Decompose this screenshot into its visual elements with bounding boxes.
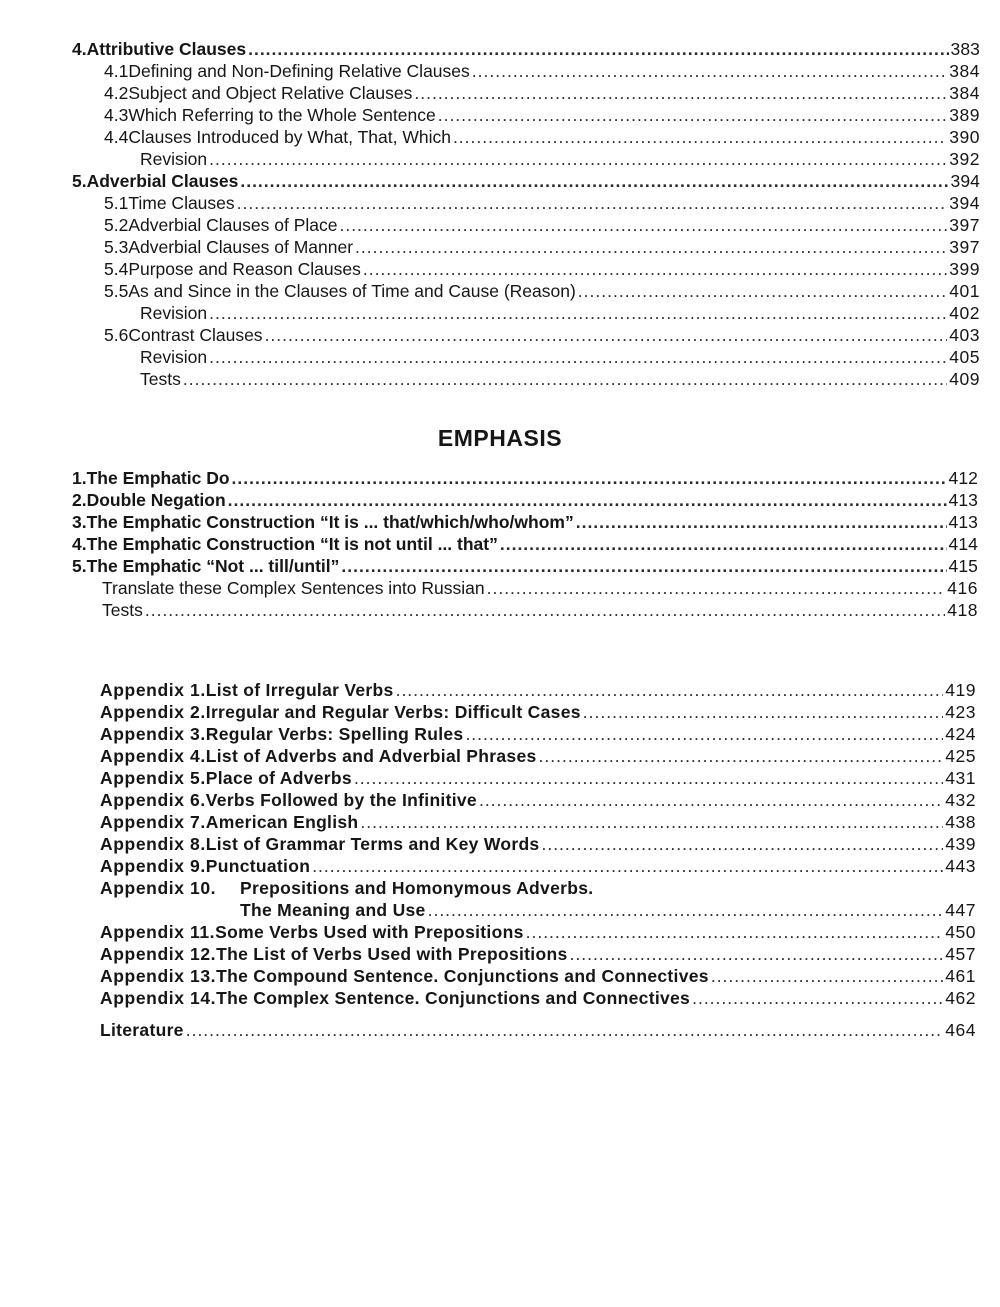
toc-entry-page: 397 — [949, 237, 980, 257]
toc-entry-page: 397 — [949, 215, 980, 235]
dot-leader — [265, 324, 948, 346]
toc-entry-title: The Emphatic Do — [86, 468, 230, 488]
toc-entry-title: Adverbial Clauses — [86, 171, 239, 191]
appendix-page: 439 — [945, 834, 976, 854]
dot-leader — [228, 489, 947, 511]
toc-entry-number: 1. — [72, 468, 87, 488]
appendix-page: 450 — [945, 922, 976, 942]
toc-entry-tests[interactable] — [102, 599, 978, 621]
toc-appendix-2[interactable] — [100, 701, 976, 723]
appendix-page: 443 — [945, 856, 976, 876]
toc-entry-adverbial-clauses[interactable] — [72, 170, 980, 192]
dot-leader — [341, 555, 946, 577]
toc-entry-time-clauses[interactable] — [104, 192, 980, 214]
toc-appendix-3[interactable] — [100, 723, 976, 745]
dot-leader — [145, 599, 945, 621]
toc-entry-title: Time Clauses — [128, 193, 235, 213]
dot-leader — [186, 1019, 944, 1041]
toc-entry-page: 399 — [949, 259, 980, 279]
toc-entry-revision[interactable] — [140, 346, 980, 368]
toc-entry-page: 414 — [948, 534, 978, 554]
appendix-page: 419 — [945, 680, 976, 700]
toc-appendix-7[interactable] — [100, 811, 976, 833]
appendix-page: 431 — [945, 768, 976, 788]
dot-leader — [360, 811, 943, 833]
toc-appendix-11[interactable] — [100, 921, 976, 943]
toc-entry-number: 4. — [72, 534, 87, 554]
appendix-title: Some Verbs Used with Prepositions — [215, 922, 524, 942]
toc-entry-tests[interactable] — [140, 368, 980, 390]
dot-leader — [465, 723, 943, 745]
toc-entry-attributive-clauses[interactable] — [72, 38, 980, 60]
dot-leader — [479, 789, 943, 811]
toc-entry-as-and-since[interactable] — [104, 280, 980, 302]
toc-entry-title: Clauses Introduced by What, That, Which — [128, 127, 451, 147]
appendix-title: List of Irregular Verbs — [205, 680, 394, 700]
toc-entry-title: The Emphatic Construction “It is ... that/which/who/whom” — [86, 512, 574, 532]
toc-appendix-5[interactable] — [100, 767, 976, 789]
toc-entry-number: 5.1 — [104, 193, 129, 213]
dot-leader — [209, 302, 947, 324]
appendix-title: List of Adverbs and Adverbial Phrases — [205, 746, 537, 766]
dot-leader — [312, 855, 943, 877]
appendix-title: The Complex Sentence. Conjunctions and Connectives — [216, 988, 691, 1008]
toc-entry-number: 4.3 — [104, 105, 129, 125]
toc-entry-page: 389 — [949, 105, 980, 125]
toc-entry-title: Tests — [102, 600, 143, 620]
toc-entry-page: 403 — [949, 325, 980, 345]
toc-entry-clauses-of-place[interactable] — [104, 214, 980, 236]
toc-entry-emphatic-construction-it-is[interactable] — [72, 511, 978, 533]
dot-leader — [578, 280, 948, 302]
appendix-page: 432 — [945, 790, 976, 810]
toc-entry-title: Revision — [140, 347, 208, 367]
toc-entry-title: Adverbial Clauses of Place — [128, 215, 338, 235]
appendix-page: 438 — [945, 812, 976, 832]
appendix-title: The Meaning and Use — [240, 900, 426, 920]
toc-entry-page: 383 — [950, 39, 980, 59]
dot-leader — [339, 214, 947, 236]
appendix-page: 425 — [945, 746, 976, 766]
toc-entry-clauses-of-manner[interactable] — [104, 236, 980, 258]
dot-leader — [414, 82, 947, 104]
toc-entry-title: Purpose and Reason Clauses — [128, 259, 361, 279]
toc-appendix-10[interactable] — [100, 877, 976, 899]
toc-entry-revision[interactable] — [140, 148, 980, 170]
appendix-label: Appendix 5. — [100, 768, 206, 788]
appendix-title: American English — [205, 812, 359, 832]
dot-leader — [576, 511, 947, 533]
appendix-title: Verbs Followed by the Infinitive — [205, 790, 477, 810]
toc-entry-title: Attributive Clauses — [86, 39, 247, 59]
appendix-label: Appendix 3. — [100, 724, 206, 744]
toc-entry-revision[interactable] — [140, 302, 980, 324]
toc-entry-page: 384 — [949, 83, 980, 103]
toc-appendix-10-continued[interactable] — [240, 899, 976, 921]
toc-entry-title: Double Negation — [86, 490, 226, 510]
toc-entry-page: 413 — [948, 490, 978, 510]
toc-entry-page: 416 — [947, 578, 978, 598]
toc-entry-title: The Emphatic Construction “It is not until ... that” — [86, 534, 498, 554]
toc-entry-number: 4.4 — [104, 127, 129, 147]
appendix-page: 447 — [945, 900, 976, 920]
dot-leader — [183, 368, 947, 390]
appendix-label: Appendix 11. — [100, 922, 216, 942]
dot-leader — [248, 38, 948, 60]
dot-leader — [354, 767, 943, 789]
toc-entry-translate-complex-sentences[interactable] — [102, 577, 978, 599]
appendix-label: Appendix 4. — [100, 746, 206, 766]
appendix-label: Appendix 1. — [100, 680, 206, 700]
appendix-label: Appendix 14. — [100, 988, 217, 1008]
appendix-label: Appendix 6. — [100, 790, 206, 810]
appendix-page: 423 — [945, 702, 976, 722]
toc-entry-number: 2. — [72, 490, 87, 510]
dot-leader — [240, 170, 948, 192]
appendix-label: Appendix 7. — [100, 812, 206, 832]
toc-entry-number: 5.5 — [104, 281, 129, 301]
toc-entry-page: 413 — [948, 512, 978, 532]
toc-entry-literature[interactable] — [100, 1019, 976, 1041]
toc-entry-page: 412 — [948, 468, 978, 488]
dot-leader — [487, 577, 946, 599]
appendix-page: 424 — [945, 724, 976, 744]
toc-entry-page: 394 — [949, 193, 980, 213]
toc-appendix-8[interactable] — [100, 833, 976, 855]
toc-entry-title: Revision — [140, 149, 208, 169]
toc-entry-number: 5.6 — [104, 325, 129, 345]
dot-leader — [237, 192, 948, 214]
toc-entry-defining-relative-clauses[interactable] — [104, 60, 980, 82]
appendix-title: List of Grammar Terms and Key Words — [205, 834, 540, 854]
toc-appendix-14[interactable] — [100, 987, 976, 1009]
toc-appendix-1[interactable] — [100, 679, 976, 701]
appendix-label: Appendix 12. — [100, 944, 217, 964]
dot-leader — [526, 921, 944, 943]
toc-entry-clauses-what-that-which[interactable] — [104, 126, 980, 148]
dot-leader — [209, 148, 947, 170]
toc-entry-title: Adverbial Clauses of Manner — [128, 237, 354, 257]
dot-leader — [232, 467, 947, 489]
toc-entry-number: 5. — [72, 556, 87, 576]
toc-entry-page: 415 — [948, 556, 978, 576]
toc-entry-emphatic-do[interactable] — [72, 467, 978, 489]
toc-entry-number: 3. — [72, 512, 87, 532]
toc-entry-title: Literature — [100, 1020, 184, 1040]
appendix-title: Prepositions and Homonymous Adverbs. — [240, 878, 594, 898]
appendix-title: Irregular and Regular Verbs: Difficult Cases — [205, 702, 581, 722]
toc-entry-page: 390 — [949, 127, 980, 147]
toc-entry-page: 405 — [949, 347, 980, 367]
toc-entry-contrast-clauses[interactable] — [104, 324, 980, 346]
toc-entry-double-negation[interactable] — [72, 489, 978, 511]
appendix-title: Place of Adverbs — [205, 768, 352, 788]
toc-entry-title: Which Referring to the Whole Sentence — [128, 105, 436, 125]
appendix-page: 457 — [945, 944, 976, 964]
toc-appendix-12[interactable] — [100, 943, 976, 965]
toc-entry-purpose-reason[interactable] — [104, 258, 980, 280]
section-heading-emphasis: EMPHASIS — [437, 425, 563, 451]
toc-entry-emphatic-construction-not-until[interactable] — [72, 533, 978, 555]
toc-entry-page: 464 — [945, 1020, 976, 1040]
toc-entry-page: 401 — [949, 281, 980, 301]
appendix-title: The Compound Sentence. Conjunctions and Connectives — [216, 966, 709, 986]
toc-entry-title: Subject and Object Relative Clauses — [128, 83, 413, 103]
toc-entry-page: 402 — [949, 303, 980, 323]
dot-leader — [453, 126, 947, 148]
toc-entry-page: 418 — [947, 600, 978, 620]
toc-appendix-9[interactable] — [100, 855, 976, 877]
dot-leader — [355, 236, 947, 258]
toc-appendix-6[interactable] — [100, 789, 976, 811]
toc-entry-page: 392 — [949, 149, 980, 169]
toc-entry-number: 5. — [72, 171, 87, 191]
toc-entry-page: 409 — [949, 369, 980, 389]
toc-appendix-13[interactable] — [100, 965, 976, 987]
toc-entry-subject-object-relative[interactable] — [104, 82, 980, 104]
toc-entry-number: 5.3 — [104, 237, 129, 257]
dot-leader — [438, 104, 948, 126]
toc-entry-emphatic-not-till[interactable] — [72, 555, 978, 577]
dot-leader — [396, 679, 944, 701]
dot-leader — [583, 701, 944, 723]
appendix-label: Appendix 10. — [100, 878, 217, 898]
toc-entry-number: 4.2 — [104, 83, 129, 103]
dot-leader — [209, 346, 947, 368]
dot-leader — [541, 833, 943, 855]
toc-entry-page: 394 — [950, 171, 980, 191]
toc-entry-number: 5.4 — [104, 259, 129, 279]
toc-entry-number: 5.2 — [104, 215, 129, 235]
toc-entry-title: The Emphatic “Not ... till/until” — [86, 556, 340, 576]
toc-entry-title: Defining and Non-Defining Relative Clauses — [128, 61, 470, 81]
toc-appendix-4[interactable] — [100, 745, 976, 767]
toc-entry-page: 384 — [949, 61, 980, 81]
dot-leader — [539, 745, 944, 767]
appendix-page: 462 — [945, 988, 976, 1008]
dot-leader — [428, 899, 944, 921]
toc-entry-which-referring[interactable] — [104, 104, 980, 126]
toc-entry-title: Translate these Complex Sentences into Russian — [102, 578, 485, 598]
appendix-title: The List of Verbs Used with Prepositions — [216, 944, 568, 964]
toc-entry-title: Revision — [140, 303, 208, 323]
dot-leader — [692, 987, 943, 1009]
appendix-label: Appendix 2. — [100, 702, 206, 722]
appendix-page: 461 — [945, 966, 976, 986]
toc-entry-title: Tests — [140, 369, 181, 389]
toc-entry-title: As and Since in the Clauses of Time and Cause (Reason) — [128, 281, 576, 301]
dot-leader — [570, 943, 944, 965]
toc-entry-number: 4.1 — [104, 61, 129, 81]
dot-leader — [472, 60, 948, 82]
appendix-title: Regular Verbs: Spelling Rules — [205, 724, 464, 744]
toc-entry-number: 4. — [72, 39, 87, 59]
dot-leader — [363, 258, 947, 280]
appendix-title: Punctuation — [205, 856, 311, 876]
appendix-label: Appendix 13. — [100, 966, 217, 986]
dot-leader — [500, 533, 947, 555]
toc-entry-title: Contrast Clauses — [128, 325, 263, 345]
appendix-label: Appendix 9. — [100, 856, 206, 876]
appendix-label: Appendix 8. — [100, 834, 206, 854]
dot-leader — [711, 965, 943, 987]
